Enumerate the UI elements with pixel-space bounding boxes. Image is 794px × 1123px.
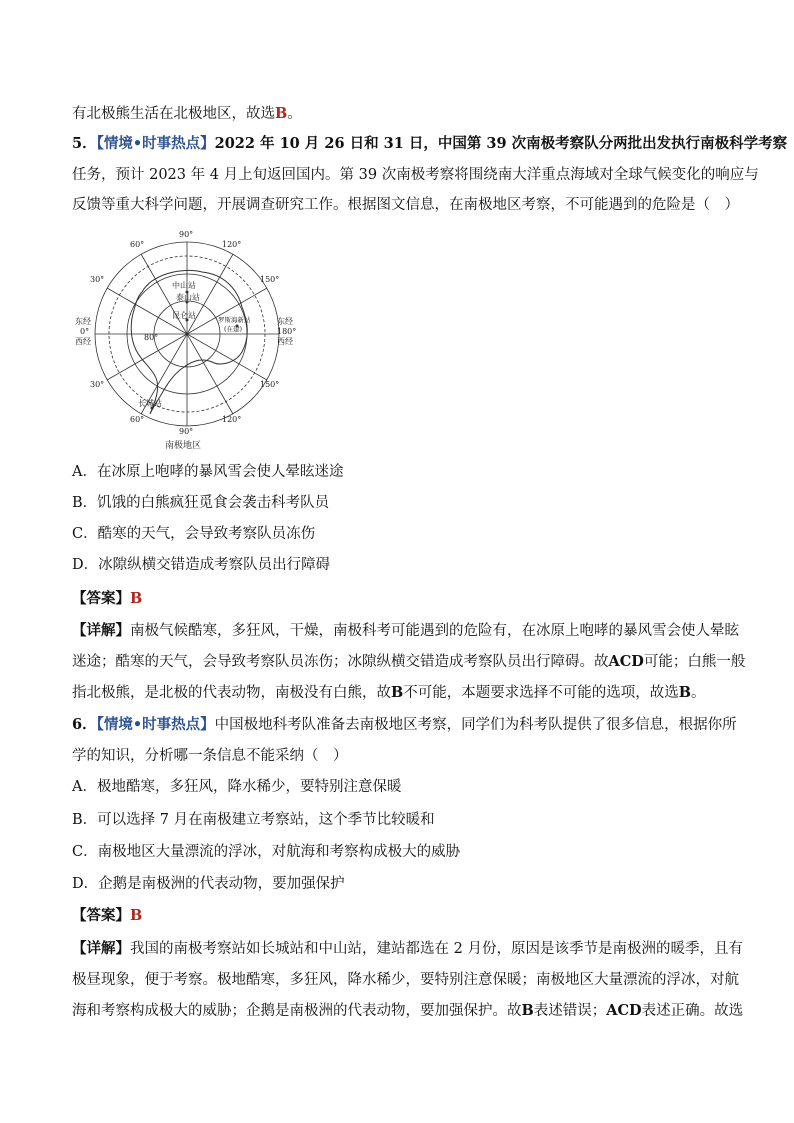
q6-option-c: C．南极地区大量漂流的浮冰，对航海和考察构成极大的威胁 xyxy=(72,844,461,860)
question-text: 中国极地科考队准备去南极地区考察，同学们为科考队提供了很多信息，根据你所 xyxy=(214,717,737,733)
label-30-sw: 30° xyxy=(90,380,105,389)
text: 。 xyxy=(691,685,706,701)
label-30-nw: 30° xyxy=(90,275,105,284)
text: 迷途；酷寒的天气，会导致考察队员冻伤；冰隙纵横交错造成考察队员出行障碍。故 xyxy=(72,654,609,670)
text: 有北极熊生活在北极地区，故选 xyxy=(72,106,275,122)
q6-answer xyxy=(72,906,732,926)
q5-line-1 xyxy=(72,134,788,154)
question-tag: 【情境•时事热点】 xyxy=(96,716,215,733)
label-90-top: 90° xyxy=(179,230,194,239)
label-east-left: 东经 xyxy=(75,317,91,326)
option-ref: B xyxy=(678,684,692,701)
label-lat-80: 80° xyxy=(144,333,159,342)
q6-option-d: D．企鹅是南极洲的代表动物，要加强保护 xyxy=(72,876,345,892)
answer-label: 【答案】 xyxy=(72,907,130,924)
text: 。 xyxy=(287,106,302,122)
label-east-right: 东经 xyxy=(277,317,293,326)
label-180deg: 180° xyxy=(277,327,297,336)
text: 我国的南极考察站如长城站和中山站，建站都选在 2 月份，原因是该季节是南极洲的暖季，且有 xyxy=(130,941,743,957)
text: 表述错误； xyxy=(533,1003,607,1019)
label-90-bottom: 90° xyxy=(179,427,194,436)
station-kunlun: 昆仑站 xyxy=(172,311,196,320)
option-ref: ACD xyxy=(608,653,644,670)
label-west-left: 西经 xyxy=(75,337,91,346)
q5-answer xyxy=(72,589,732,609)
q5-option-b: B．饥饿的白熊疯狂觅食会袭击科考队员 xyxy=(72,495,330,511)
text: 海和考察构成极大的威胁；企鹅是南极洲的代表动物，要加强保护。故 xyxy=(72,1003,522,1019)
option-ref: B xyxy=(521,1002,534,1019)
label-60-sw: 60° xyxy=(130,415,145,424)
explanation-label: 【详解】 xyxy=(72,940,130,957)
prev-answer-tail xyxy=(72,104,732,124)
text: 表述正确。故选 xyxy=(641,1003,744,1019)
q6-option-b: B．可以选择 7 月在南极建立考察站，这个季节比较暖和 xyxy=(72,812,435,828)
answer-letter: B xyxy=(275,105,288,122)
answer-value: B xyxy=(130,907,143,924)
map-caption: 南极地区 xyxy=(165,441,202,451)
q5-explanation-1 xyxy=(72,621,739,641)
option-ref: ACD xyxy=(606,1002,642,1019)
answer-label: 【答案】 xyxy=(72,590,130,607)
label-west-right: 西经 xyxy=(277,337,293,346)
q5-option-d: D．冰隙纵横交错造成考察队员出行障碍 xyxy=(72,557,331,573)
q5-explanation-2 xyxy=(72,652,746,672)
text: 可能；白熊一般 xyxy=(643,654,746,670)
label-120-ne: 120° xyxy=(222,240,242,249)
q6-explanation-1 xyxy=(72,939,743,959)
station-luosihai: 罗斯海新站 xyxy=(218,316,251,324)
question-number: 5． xyxy=(72,135,97,152)
question-number: 6． xyxy=(72,716,97,733)
explanation-label: 【详解】 xyxy=(72,622,130,639)
label-0deg: 0° xyxy=(80,327,90,336)
question-text: 2022 年 10 月 26 日和 31 日，中国第 39 次南极考察队分两批出发执行南极科学考察 xyxy=(214,135,788,152)
station-taishan: 泰山站 xyxy=(176,293,200,302)
option-ref: B xyxy=(391,684,404,701)
station-luosihai-note: (在建) xyxy=(224,325,243,333)
q5-line-3: 反馈等重大科学问题，开展调查研究工作。根据图文信息，在南极地区考察，不可能遇到的危险是（ ） xyxy=(72,197,739,213)
antarctic-map xyxy=(72,222,302,454)
q5-line-2: 任务，预计 2023 年 4 月上旬返回国内。第 39 次南极考察将围绕南大洋重点海域对全球气候变化的响应与 xyxy=(72,167,759,183)
answer-value: B xyxy=(130,590,143,607)
label-150-ne: 150° xyxy=(260,275,280,284)
q6-line-1 xyxy=(72,715,737,735)
station-changcheng: 长城站 xyxy=(138,399,162,408)
q6-option-a: A．极地酷寒，多狂风，降水稀少，要特别注意保暖 xyxy=(72,779,402,795)
q6-line-2: 学的知识，分析哪一条信息不能采纳（ ） xyxy=(72,748,348,764)
q6-explanation-2: 极昼现象，便于考察。极地酷寒，多狂风，降水稀少，要特别注意保暖；南极地区大量漂流的浮冰，对航 xyxy=(72,972,739,988)
q6-explanation-3 xyxy=(72,1001,744,1021)
label-60-nw: 60° xyxy=(130,240,145,249)
antarctic-map-svg xyxy=(72,222,302,454)
q5-option-a: A．在冰原上咆哮的暴风雪会使人晕眩迷途 xyxy=(72,464,344,480)
text: 南极气候酷寒，多狂风，干燥，南极科考可能遇到的危险有，在冰原上咆哮的暴风雪会使人晕眩 xyxy=(130,623,739,639)
label-120-se: 120° xyxy=(222,415,242,424)
text: 不可能，本题要求选择不可能的选项，故选 xyxy=(403,685,679,701)
question-tag: 【情境•时事热点】 xyxy=(96,135,215,152)
text: 指北极熊，是北极的代表动物，南极没有白熊，故 xyxy=(72,685,391,701)
q5-option-c: C．酷寒的天气，会导致考察队员冻伤 xyxy=(72,526,316,542)
station-zhongshan: 中山站 xyxy=(172,281,196,290)
label-150-se: 150° xyxy=(260,380,280,389)
q5-explanation-3 xyxy=(72,683,732,703)
